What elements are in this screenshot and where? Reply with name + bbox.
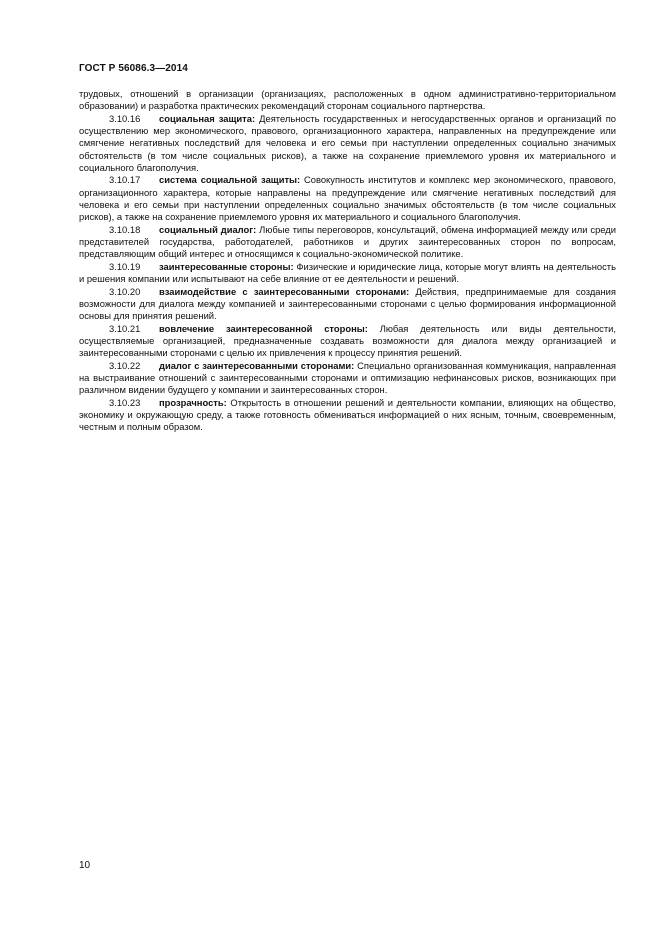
entry-number: 3.10.16 xyxy=(109,112,141,124)
entry-term: система социальной защиты: xyxy=(159,174,301,186)
entry-definition: Любые типы переговоров, консультаций, обмена информацией между или среди представителей государства, работодателей, работников и других заинтересованных сторон по вопросам, представляющим общий интерес и относящимся к социально-экономической политике. xyxy=(79,223,617,260)
entry-number: 3.10.17 xyxy=(109,174,141,186)
entry-number: 3.10.22 xyxy=(109,359,141,371)
entry-number: 3.10.20 xyxy=(109,285,141,297)
entry-definition: Совокупность институтов и комплекс мер экономического, правового, организационного характера, которые направлены на предупреждение или смягчение негативных последствий для человека и его семьи при наступлении определенных социально значимых обстоятельств (в том числе социальных рисков), а также на сохранение приемлемого уровня их материального и социального благополучия. xyxy=(79,174,616,223)
entry-definition: Открытость в отношении решений и деятельности компании, влияющих на общество, экономику и окружающую среду, а также готовность обмениваться информацией о них ясным, точным, своевременным, честным и полным образом. xyxy=(79,396,616,433)
entry-definition: Физические и юридические лица, которые могут влиять на деятельность и решения компании или испытывают на себе влияние от ее деятельности и решений. xyxy=(79,260,616,285)
entry-term: социальный диалог: xyxy=(159,223,257,235)
document-body xyxy=(79,88,616,434)
entry-definition: Любая деятельность или виды деятельности, осуществляемые организацией, предназначенные создавать возможности для диалога между организацией и заинтересованными сторонами с целью их привлечения к процессу принятия решений. xyxy=(79,322,616,359)
entry-term: социальная защита: xyxy=(159,112,256,124)
term-entry-3-10-17 xyxy=(79,174,616,223)
entry-term: взаимодействие с заинтересованными сторонами: xyxy=(159,285,410,297)
entry-number: 3.10.18 xyxy=(109,223,141,235)
continuation-paragraph: трудовых, отношений в организации (организациях, расположенных в одном административно-территориальном образовании) и разработка практических рекомендаций сторонам социального партнерства. xyxy=(79,88,616,112)
entry-definition: Действия, предпринимаемые для создания возможности для диалога между компанией и заинтересованными сторонами с целью формирования информационной основы для принятия решений. xyxy=(79,285,616,322)
term-entry-3-10-21 xyxy=(79,323,616,360)
entry-term: диалог с заинтересованными сторонами: xyxy=(159,359,355,371)
entry-term: вовлечение заинтересованной стороны: xyxy=(159,322,368,334)
term-entry-3-10-23 xyxy=(79,397,616,434)
term-entry-3-10-16 xyxy=(79,113,616,175)
entry-term: прозрачность: xyxy=(159,396,227,408)
term-entry-3-10-19 xyxy=(79,261,616,286)
entry-definition: Специально организованная коммуникация, направленная на выстраивание отношений с заинтересованными сторонами и оптимизацию нефинансовых рисков, возникающих при различном видении будущего у компании и заинтересованных сторон. xyxy=(79,359,616,396)
entry-number: 3.10.19 xyxy=(109,260,141,272)
term-entry-3-10-22 xyxy=(79,360,616,397)
entry-number: 3.10.21 xyxy=(109,322,141,334)
term-entry-3-10-18 xyxy=(79,224,616,261)
entry-number: 3.10.23 xyxy=(109,396,141,408)
entry-term: заинтересованные стороны: xyxy=(159,260,294,272)
page-number: 10 xyxy=(79,860,91,871)
term-entry-3-10-20 xyxy=(79,286,616,323)
entry-definition: Деятельность государственных и негосударственных органов и организаций по осуществлению мер экономического, правового, организационного характера, направленных на предупреждение или смягчение негативных последствий для человека и его семьи при наступлении определенных социально значимых обстоятельств (в том числе социальных рисков), а также на сохранение приемлемого уровня их материального и социального благополучия. xyxy=(79,112,617,174)
document-header: ГОСТ Р 56086.3—2014 xyxy=(79,63,188,74)
